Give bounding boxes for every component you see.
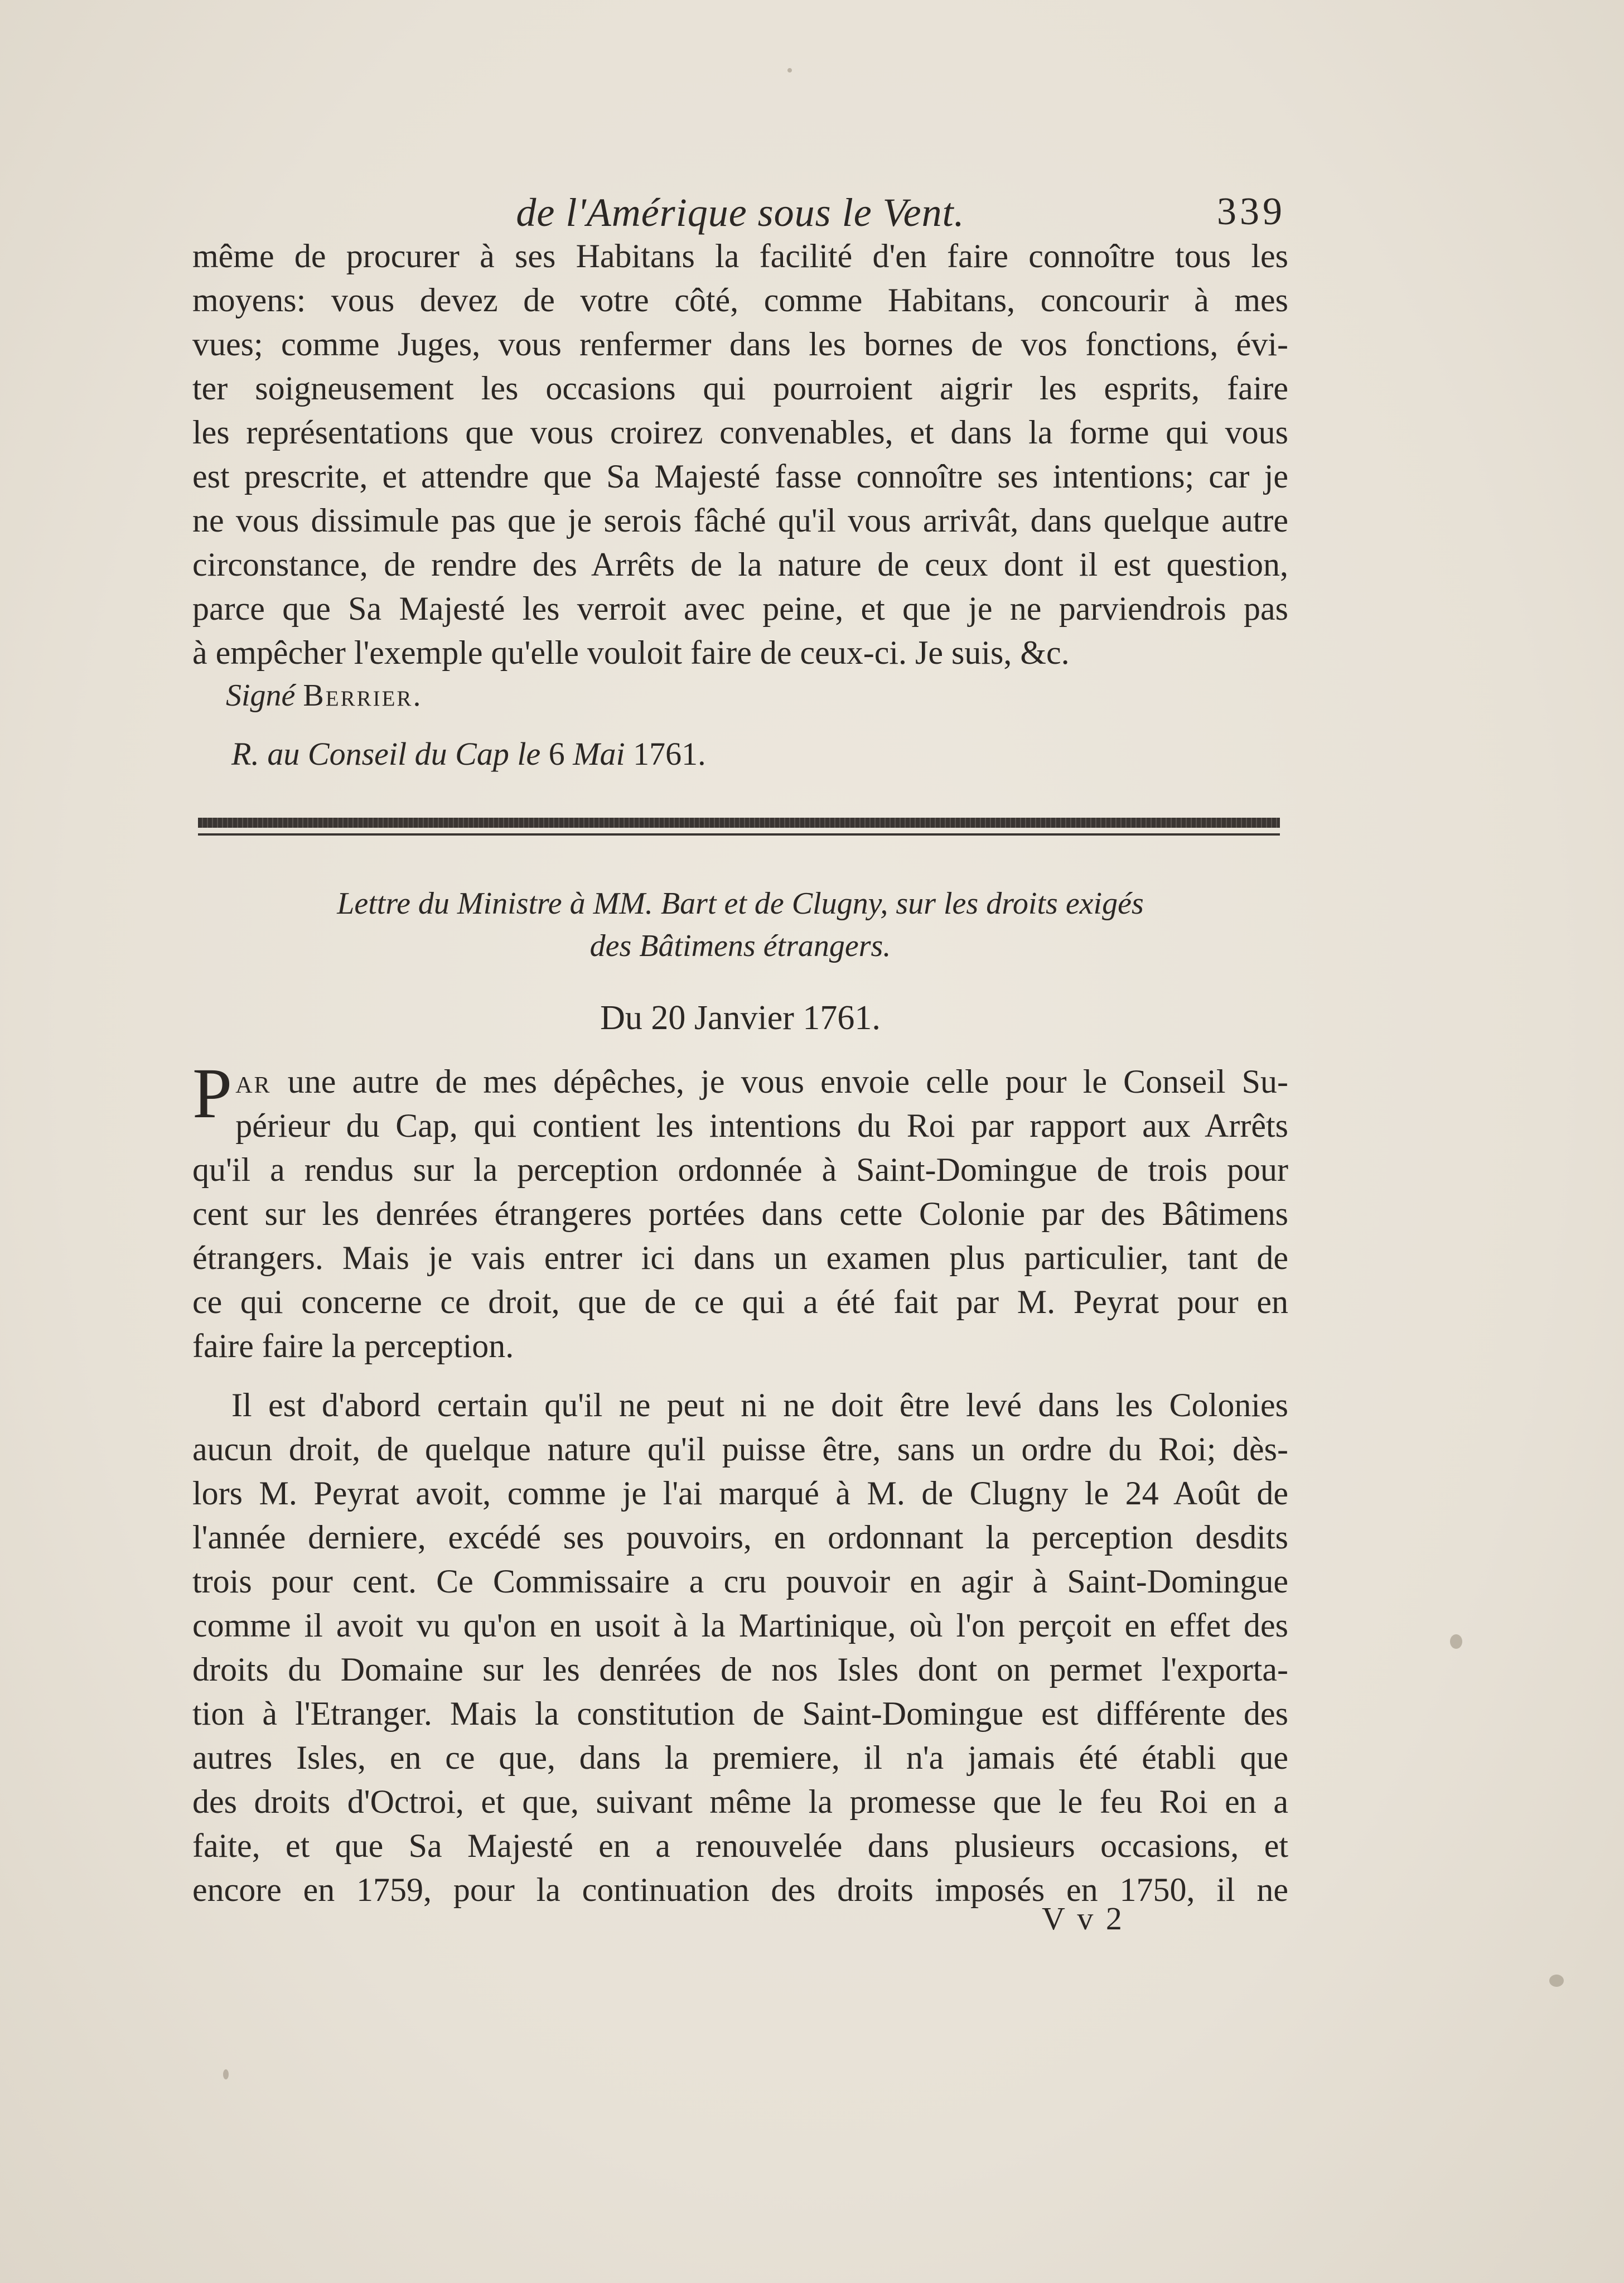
- section-divider-thick: [198, 818, 1280, 828]
- text-line: moyens: vous devez de votre côté, comme Habitans, concourir à mes: [192, 282, 1288, 318]
- text-line: Il est d'abord certain qu'il ne peut ni ne doit être levé dans les Colonies: [231, 1387, 1288, 1423]
- text-line: trois pour cent. Ce Commissaire a cru pouvoir en agir à Saint-Domingue: [192, 1563, 1288, 1600]
- text-line: [192, 1060, 1288, 1104]
- signatory-name: Berrier.: [303, 678, 423, 713]
- signature-mark: V v 2: [1042, 1900, 1124, 1937]
- letter-paragraph-1: [192, 1054, 1288, 1368]
- text-line: vues; comme Juges, vous renfermer dans les bornes de vos fonctions, évi-: [192, 326, 1288, 363]
- drop-cap: P: [192, 1054, 233, 1133]
- registration-text: R. au Conseil du Cap le: [231, 736, 541, 772]
- letter-paragraph-2: [192, 1383, 1288, 1912]
- text-line: faite, et que Sa Majesté en a renouvelée dans plusieurs occasions, et: [192, 1827, 1288, 1864]
- text-line: étrangers. Mais je vais entrer ici dans un examen plus particulier, tant de: [192, 1239, 1288, 1276]
- paper-speck: [787, 68, 792, 73]
- registration-note: [231, 735, 706, 773]
- page-number: 339: [1217, 190, 1285, 233]
- text-line: comme il avoit vu qu'on en usoit à la Martinique, où l'on perçoit en effet des: [192, 1607, 1288, 1644]
- text-line: encore en 1759, pour la continuation des droits imposés en 1750, il ne: [192, 1871, 1288, 1908]
- continued-letter-text: [192, 234, 1288, 675]
- paper-speck: [1549, 1975, 1564, 1987]
- text-line: est prescrite, et attendre que Sa Majesté fasse connoître ses intentions; car je: [192, 458, 1288, 495]
- registration-month: Mai: [573, 736, 625, 772]
- text-line: circonstance, de rendre des Arrêts de la nature de ceux dont il est question,: [192, 546, 1288, 583]
- text-line: qu'il a rendus sur la perception ordonnée à Saint-Domingue de trois pour: [192, 1151, 1288, 1188]
- section-divider-thin: [198, 833, 1280, 836]
- text-line: autres Isles, en ce que, dans la premiere, il n'a jamais été établi que: [192, 1739, 1288, 1776]
- first-line-rest: une autre de mes dépêches, je vous envoie celle pour le Conseil Su-: [271, 1063, 1288, 1100]
- text-line: ter soigneusement les occasions qui pourroient aigrir les esprits, faire: [192, 370, 1288, 407]
- text-line: des droits d'Octroi, et que, suivant même la promesse que le feu Roi en a: [192, 1783, 1288, 1820]
- signature-line: [226, 678, 422, 713]
- text-line: faire faire la perception.: [192, 1328, 514, 1364]
- text-line: droits du Domaine sur les denrées de nos Isles dont on permet l'exporta-: [192, 1651, 1288, 1688]
- text-line: aucun droit, de quelque nature qu'il puisse être, sans un ordre du Roi; dès-: [192, 1431, 1288, 1468]
- text-line: l'année derniere, excédé ses pouvoirs, en ordonnant la perception desdits: [192, 1519, 1288, 1556]
- text-line: ne vous dissimule pas que je serois fâché qu'il vous arrivât, dans quelque autre: [192, 502, 1288, 539]
- registration-year: 1761.: [633, 736, 706, 772]
- text-line: même de procurer à ses Habitans la facilité d'en faire connoître tous les: [192, 238, 1288, 274]
- letter-heading-line-1: Lettre du Ministre à MM. Bart et de Clugny, sur les droits exigés: [337, 886, 1144, 921]
- text-line: tion à l'Etranger. Mais la constitution de Saint-Domingue est différente des: [192, 1695, 1288, 1732]
- text-line: ce qui concerne ce droit, que de ce qui a été fait par M. Peyrat pour en: [192, 1283, 1288, 1320]
- signed-word: Signé: [226, 678, 296, 713]
- text-line: cent sur les denrées étrangeres portées dans cette Colonie par des Bâtimens: [192, 1195, 1288, 1232]
- text-line: périeur du Cap, qui contient les intentions du Roi par rapport aux Arrêts: [235, 1107, 1288, 1144]
- letter-heading-line-2: des Bâtimens étrangers.: [589, 929, 891, 963]
- running-title: de l'Amérique sous le Vent.: [516, 190, 965, 235]
- letter-heading: [192, 882, 1288, 967]
- registration-day: 6: [548, 736, 565, 772]
- text-line: à empêcher l'exemple qu'elle vouloit faire de ceux-ci. Je suis, &c.: [192, 634, 1070, 671]
- paper-speck: [1450, 1634, 1462, 1649]
- text-line: lors M. Peyrat avoit, comme je l'ai marqué à M. de Clugny le 24 Août de: [192, 1475, 1288, 1512]
- text-line: les représentations que vous croirez convenables, et dans la forme qui vous: [192, 414, 1288, 451]
- text-line: parce que Sa Majesté les verroit avec peine, et que je ne parviendrois pas: [192, 590, 1288, 627]
- paper-speck: [223, 2069, 229, 2079]
- first-word-caps: ar: [235, 1063, 272, 1100]
- letter-date: Du 20 Janvier 1761.: [600, 999, 881, 1037]
